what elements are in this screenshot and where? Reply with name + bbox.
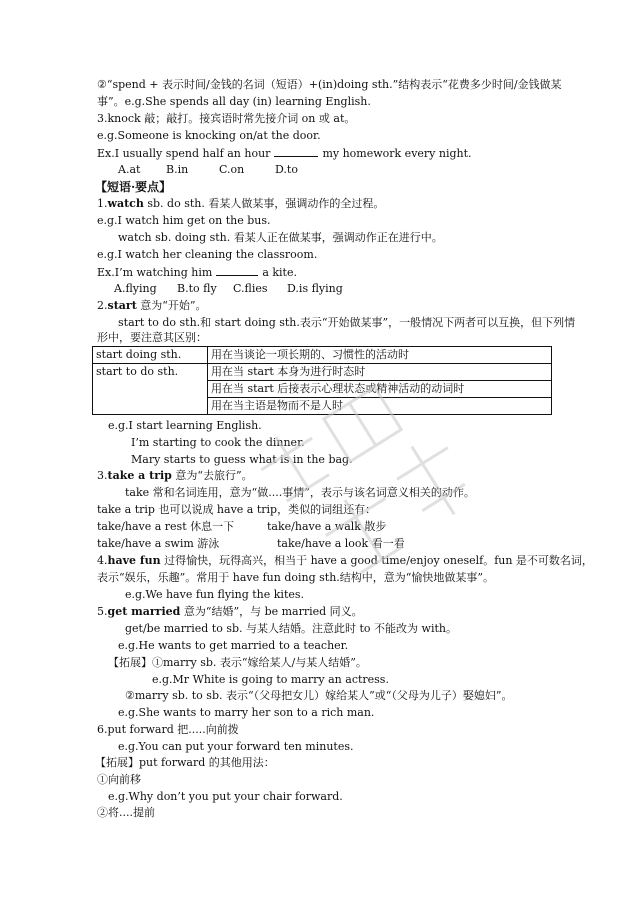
table-cell-usage: 用在当 start 本身为进行时态时 — [208, 364, 552, 381]
line-have-fun-def — [97, 554, 593, 568]
table-cell-term: start to do sth. — [93, 364, 208, 415]
section-heading: 【短语·要点】 — [95, 180, 172, 194]
phrase-look: take/have a look 看一看 — [277, 537, 405, 550]
line-put-forward-def: 6.put forward 把.....向前拨 — [97, 723, 239, 736]
line-married-example: e.g.He wants to get married to a teacher. — [118, 639, 349, 652]
option-a: A.flying — [114, 282, 157, 295]
line-married-to: get/be married to sb. 与某人结婚。注意此时 to 不能改为 with。 — [125, 622, 457, 635]
line-have-fun-example: e.g.We have fun flying the kites. — [125, 588, 305, 601]
item-number: 4. — [97, 554, 108, 567]
exercise-2-stem: Ex.I’m watching him — [97, 266, 213, 279]
exercise-2-tail: a kite. — [262, 266, 297, 279]
answer-blank — [274, 146, 318, 157]
phrase-rest: take/have a rest 休息一下 — [97, 520, 235, 533]
line-move-forward-example: e.g.Why don’t you put your chair forward. — [108, 790, 343, 803]
line-extension-put-forward: 【拓展】put forward 的其他用法： — [95, 756, 275, 769]
option-b: B.to fly — [177, 282, 217, 295]
item-number: 3. — [97, 469, 108, 482]
phrase-walk: take/have a walk 散步 — [267, 520, 387, 533]
option-d: D.is flying — [287, 282, 343, 295]
line-get-married-def — [97, 605, 363, 619]
exercise-1-options — [118, 163, 298, 177]
have-fun-def-text: 过得愉快，玩得高兴，相当于 have a good time/enjoy oneself。fun 是不可数名词， — [160, 554, 593, 567]
exercise-1 — [97, 146, 472, 161]
answer-blank — [216, 265, 258, 276]
table-row — [93, 364, 552, 381]
exercise-1-stem: Ex.I usually spend half an hour — [97, 147, 271, 160]
line-spend-example: 事”。e.g.She spends all day (in) learning English. — [97, 95, 371, 108]
get-married-def-text: 意为“结婚”，与 be married 同义。 — [180, 605, 363, 618]
table-cell-usage: 用在当 start 后接表示心理状态或精神活动的动词时 — [208, 381, 552, 398]
option-c: C.flies — [233, 282, 268, 295]
line-put-forward-example: e.g.You can put your forward ten minutes. — [118, 740, 354, 753]
option-b: B.in — [166, 163, 189, 176]
line-bring-forward: ②将....提前 — [97, 806, 155, 819]
item-number: 1. — [97, 197, 108, 210]
line-take-trip-def — [97, 469, 253, 483]
take-trip-def-text: 意为“去旅行”。 — [171, 469, 253, 482]
line-take-usage: take 常和名词连用，意为“做....事情”，表示与该名词意义相关的动作。 — [125, 486, 475, 499]
line-marry-to: ②marry sb. to sb. 表示“（父母把女儿）嫁给某人”或“（父母为儿子）娶媳妇”。 — [125, 689, 513, 702]
phrase-row-2 — [97, 537, 405, 551]
line-have-fun-cont: 表示“娱乐，乐趣”。常用于 have fun doing sth.结构中，意为“愉快地做某事”。 — [97, 571, 495, 584]
line-start-compare: start to do sth.和 start doing sth.表示“开始做某事”，一般情况下两者可以互换，但下列情 — [118, 316, 576, 329]
start-def-text: 意为“开始”。 — [136, 299, 207, 312]
keyword-take-a-trip: take a trip — [107, 469, 172, 482]
line-spend-structure: ②“spend + 表示时间/金钱的名词（短语）+(in)doing sth.”结构表示“花费多少时间/金钱做某 — [97, 78, 562, 91]
option-d: D.to — [275, 163, 298, 176]
exercise-2 — [97, 265, 297, 280]
line-marry-to-example: e.g.She wants to marry her son to a rich man. — [118, 706, 375, 719]
table-row — [93, 347, 552, 364]
keyword-have-fun: have fun — [107, 554, 161, 567]
keyword-start: start — [107, 299, 137, 312]
line-start-example-1: e.g.I start learning English. — [108, 419, 262, 432]
table-cell-term: start doing sth. — [93, 347, 208, 364]
option-c: C.on — [219, 163, 245, 176]
option-a: A.at — [118, 163, 141, 176]
line-take-trip-alt: take a trip 也可以说成 have a trip，类似的词组还有： — [97, 503, 377, 516]
item-number: 2. — [97, 299, 108, 312]
phrase-row-1 — [97, 520, 386, 534]
table-cell-usage: 用在当谈论一项长期的、习惯性的活动时 — [208, 347, 552, 364]
line-watch-doing: watch sb. doing sth. 看某人正在做某事，强调动作正在进行中。 — [118, 231, 443, 244]
line-start-example-3: Mary starts to guess what is in the bag. — [131, 453, 353, 466]
table-cell-usage: 用在当主语是物而不是人时 — [208, 398, 552, 415]
keyword-watch: watch — [107, 197, 144, 210]
exercise-2-options — [114, 282, 343, 296]
line-watch-example: e.g.I watch him get on the bus. — [97, 214, 271, 227]
line-start-def — [97, 299, 207, 313]
keyword-get-married: get married — [107, 605, 181, 618]
start-usage-table — [92, 346, 552, 415]
line-watch-doing-example: e.g.I watch her cleaning the classroom. — [97, 248, 318, 261]
line-watch-def — [97, 197, 384, 211]
item-number: 5. — [97, 605, 108, 618]
line-start-compare-cont: 形中，要注意其区别： — [97, 331, 207, 344]
line-knock-def: 3.knock 敲；敲打。接宾语时常先接介词 on 或 at。 — [97, 112, 356, 125]
phrase-swim: take/have a swim 游泳 — [97, 537, 220, 550]
watch-def-text: sb. do sth. 看某人做某事，强调动作的全过程。 — [143, 197, 385, 210]
exercise-1-tail: my homework every night. — [322, 147, 472, 160]
line-extension-marry: 【拓展】①marry sb. 表示“嫁给某人/与某人结婚”。 — [108, 656, 367, 669]
line-knock-example: e.g.Someone is knocking on/at the door. — [97, 129, 321, 142]
line-start-example-2: I’m starting to cook the dinner. — [131, 436, 305, 449]
line-move-forward: ①向前移 — [97, 773, 141, 786]
line-marry-example: e.g.Mr White is going to marry an actress. — [152, 673, 389, 686]
